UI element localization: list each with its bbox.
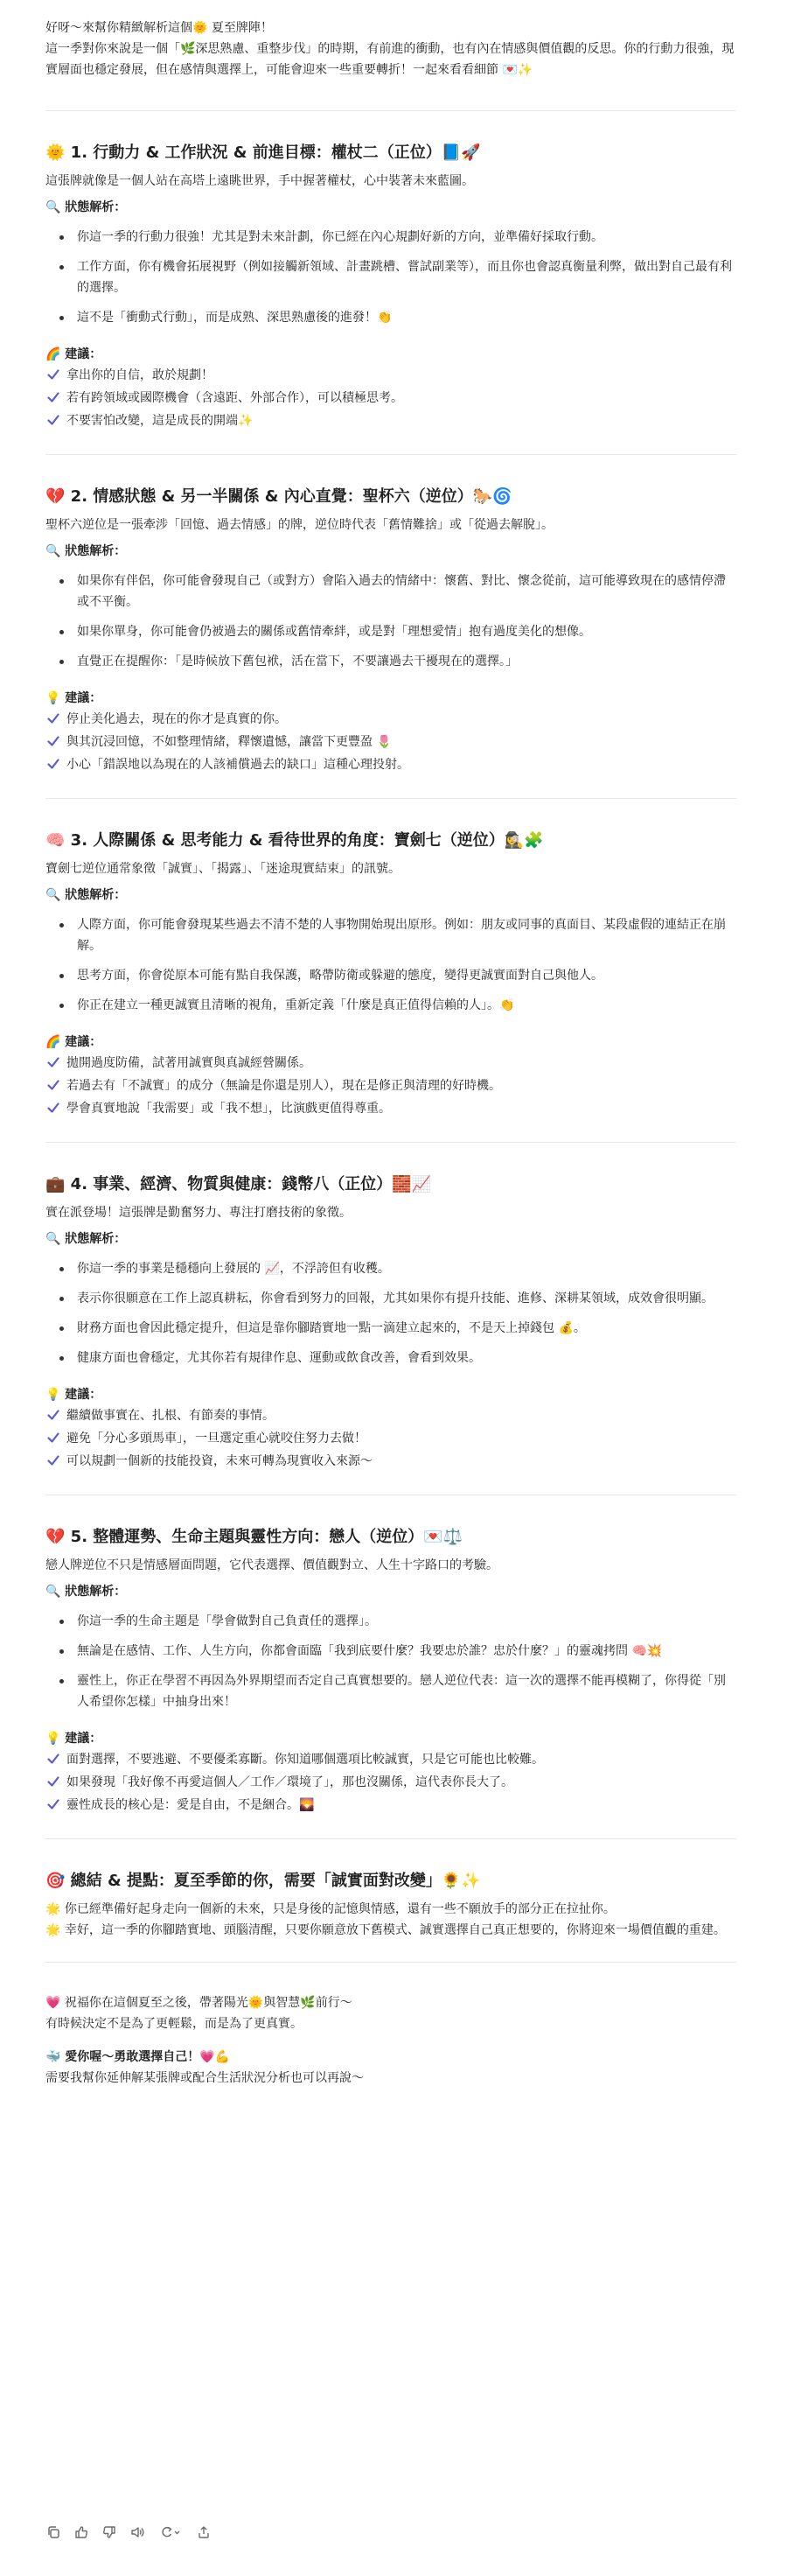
analysis-label: 🔍 狀態解析： — [45, 888, 127, 902]
advice-item: 可以規劃一個新的技能投資，未來可轉為現實收入來源～ — [45, 1451, 736, 1472]
section-lead: 實在派登場！這張牌是勤奮努力、專注打磨技術的象徵。 — [45, 1206, 352, 1220]
summary — [45, 1869, 736, 1941]
section-title: 🌞 1. 行動力 & 工作狀況 & 前進目標：權杖二（正位）📘🚀 — [45, 144, 481, 162]
advice-label: 💡 建議： — [45, 1388, 102, 1402]
advice-item: 靈性成長的核心是：愛是自由，不是綑合。🌄 — [45, 1795, 736, 1816]
analysis-list — [45, 914, 736, 1016]
assistant-message — [45, 18, 736, 2089]
section-2 — [45, 485, 736, 775]
list-item: 無論是在感情、工作、人生方向，你都會面臨「我到底要什麼？我要忠於誰？忠於什麼？」的靈魂拷問 🧠💥 — [77, 1641, 736, 1662]
message-actions — [45, 2522, 212, 2543]
list-item: 如果你單身，你可能會仍被過去的關係或舊情牽絆，或是對「理想愛情」抱有過度美化的想像。 — [77, 621, 736, 642]
intro-line-1: 好呀～來幫你精緻解析這個🌞 夏至牌陣！ — [45, 21, 273, 35]
section-title: 💔 2. 情感狀態 & 另一半關係 & 內心直覺：聖杯六（逆位）🐎🌀 — [45, 487, 512, 506]
list-item: 你這一季的生命主題是「學會做對自己負責任的選擇」。 — [77, 1611, 736, 1632]
section-title: 🧠 3. 人際關係 & 思考能力 & 看待世界的角度：寶劍七（逆位）🕵️‍♀️🧩 — [45, 831, 544, 850]
list-item: 你這一季的行動力很強！尤其是對未來計劃，你已經在內心規劃好新的方向，並準備好採取行動。 — [77, 227, 736, 248]
closing-line-3: 🐳 愛你喔～勇敢選擇自己！💗💪 — [45, 2050, 231, 2064]
advice-item: 面對選擇，不要逃避、不要優柔寡斷。你知道哪個選項比較誠實，只是它可能也比較難。 — [45, 1749, 736, 1770]
analysis-list — [45, 1258, 736, 1368]
advice-label: 💡 建議： — [45, 1732, 102, 1746]
closing — [45, 1992, 736, 2089]
list-item: 人際方面，你可能會發現某些過去不清不楚的人事物開始現出原形。例如：朋友或同事的真面目、某段虛假的連結正在崩解。 — [77, 914, 736, 956]
thumbs-up-icon[interactable] — [73, 2524, 89, 2540]
section-lead: 這張牌就像是一個人站在高塔上遠眺世界，手中握著權杖，心中裝著未來藍圖。 — [45, 174, 474, 188]
advice-item: 學會真實地說「我需要」或「我不想」，比演戲更值得尊重。 — [45, 1098, 736, 1119]
regenerate-icon[interactable] — [157, 2524, 184, 2540]
check-icon — [47, 712, 59, 724]
closing-line-4: 需要我幫你延伸解某張牌或配合生活狀況分析也可以再說～ — [45, 2071, 364, 2085]
section-lead: 聖杯六逆位是一張牽涉「回憶、過去情感」的牌，逆位時代表「舊情難捨」或「從過去解脫」。 — [45, 518, 554, 532]
section-lead: 寶劍七逆位通常象徵「誠實」、「揭露」、「迷途現實結束」的訊號。 — [45, 862, 401, 876]
summary-item: 🌟 幸好，這一季的你腳踏實地、頭腦清醒，只要你願意放下舊模式、誠實選擇自己真正想要的，你將迎來一場價值觀的重建。 — [45, 1923, 726, 1937]
check-icon — [47, 735, 59, 747]
check-icon — [47, 1454, 59, 1466]
analysis-list — [45, 227, 736, 328]
list-item: 你這一季的事業是穩穩向上發展的 📈，不浮誇但有收穫。 — [77, 1258, 736, 1279]
advice-list — [45, 1749, 736, 1816]
advice-list — [45, 1053, 736, 1119]
share-icon[interactable] — [196, 2524, 212, 2540]
advice-list — [45, 1405, 736, 1472]
advice-item: 拋開過度防備，試著用誠實與真誠經營關係。 — [45, 1053, 736, 1074]
advice-item: 小心「錯誤地以為現在的人該補償過去的缺口」這種心理投射。 — [45, 754, 736, 775]
analysis-label: 🔍 狀態解析： — [45, 1232, 127, 1246]
check-icon — [47, 758, 59, 770]
analysis-label: 🔍 狀態解析： — [45, 544, 127, 558]
section-5 — [45, 1525, 736, 1816]
advice-label: 🌈 建議： — [45, 1035, 102, 1049]
closing-line-2: 有時候決定不是為了更輕鬆，而是為了更真實。 — [45, 2017, 303, 2031]
list-item: 靈性上，你正在學習不再因為外界期望而否定自己真實想要的。戀人逆位代表：這一次的選擇不能再模糊了，你得從「別人希望你怎樣」中抽身出來！ — [77, 1670, 736, 1712]
check-icon — [47, 391, 59, 403]
speaker-icon[interactable] — [129, 2524, 145, 2540]
analysis-list — [45, 570, 736, 672]
check-icon — [47, 1432, 59, 1444]
advice-list — [45, 365, 736, 431]
advice-item: 停止美化過去，現在的你才是真實的你。 — [45, 709, 736, 730]
list-item: 表示你很願意在工作上認真耕耘，你會看到努力的回報，尤其如果你有提升技能、進修、深耕某領域，成效會很明顯。 — [77, 1288, 736, 1309]
section-4 — [45, 1172, 736, 1472]
advice-item: 不要害怕改變，這是成長的開端✨ — [45, 410, 736, 431]
check-icon — [47, 1056, 59, 1068]
analysis-list — [45, 1611, 736, 1712]
check-icon — [47, 1753, 59, 1765]
check-icon — [47, 1409, 59, 1421]
analysis-label: 🔍 狀態解析： — [45, 200, 127, 214]
closing-line-1: 💗 祝福你在這個夏至之後，帶著陽光🌞與智慧🌿前行～ — [45, 1996, 352, 2010]
list-item: 直覺正在提醒你：「是時候放下舊包袱，活在當下，不要讓過去干擾現在的選擇。」 — [77, 651, 736, 672]
summary-title: 🎯 總結 & 提點：夏至季節的你，需要「誠實面對改變」🌻✨ — [45, 1872, 481, 1890]
advice-item: 若有跨領域或國際機會（含遠距、外部合作），可以積極思考。 — [45, 388, 736, 409]
advice-item: 繼續做事實在、扎根、有節奏的事情。 — [45, 1405, 736, 1426]
summary-item: 🌟 你已經準備好起身走向一個新的未來，只是身後的記憶與情感，還有一些不願放手的部分正在拉扯你。 — [45, 1902, 616, 1916]
advice-item: 若過去有「不誠實」的成分（無論是你還是別人），現在是修正與清理的好時機。 — [45, 1075, 736, 1096]
section-title: 💔 5. 整體運勢、生命主題與靈性方向：戀人（逆位）💌⚖️ — [45, 1528, 463, 1546]
list-item: 健康方面也會穩定，尤其你若有規律作息、運動或飲食改善，會看到效果。 — [77, 1348, 736, 1368]
check-icon — [47, 1775, 59, 1788]
analysis-label: 🔍 狀態解析： — [45, 1585, 127, 1599]
list-item: 財務方面也會因此穩定提升，但這是靠你腳踏實地一點一滴建立起來的，不是天上掉錢包 💰。 — [77, 1318, 736, 1339]
intro-line-2: 這一季對你來說是一個「🌿深思熟慮、重整步伐」的時期，有前進的衝動，也有內在情感與價值觀的反思。你的行動力很強，現實層面也穩定發展，但在感情與選擇上，可能會迎來一些重要轉折！一起來看看細節 💌✨ — [45, 42, 735, 77]
check-icon — [47, 1798, 59, 1810]
check-icon — [47, 414, 59, 426]
check-icon — [47, 1102, 59, 1114]
list-item: 如果你有伴侶，你可能會發現自己（或對方）會陷入過去的情緒中：懷舊、對比、懷念從前，這可能導致現在的感情停滯或不平衡。 — [77, 570, 736, 612]
intro — [45, 18, 736, 80]
advice-item: 避免「分心多頭馬車」，一旦選定重心就咬住努力去做！ — [45, 1428, 736, 1449]
advice-item: 與其沉浸回憶，不如整理情緒，釋懷遺憾，讓當下更豐盈 🌷 — [45, 732, 736, 752]
list-item: 你正在建立一種更誠實且清晰的視角，重新定義「什麼是真正值得信賴的人」。👏 — [77, 995, 736, 1016]
advice-item: 拿出你的自信，敢於規劃！ — [45, 365, 736, 386]
copy-icon[interactable] — [45, 2524, 61, 2540]
list-item: 思考方面，你會從原本可能有點自我保護，略帶防衛或躲避的態度，變得更誠實面對自己與他人。 — [77, 965, 736, 986]
section-3 — [45, 829, 736, 1119]
check-icon — [47, 368, 59, 381]
check-icon — [47, 1079, 59, 1091]
section-title: 💼 4. 事業、經濟、物質與健康：錢幣八（正位）🧱📈 — [45, 1175, 432, 1194]
advice-label: 💡 建議： — [45, 691, 102, 705]
section-1 — [45, 141, 736, 431]
advice-item: 如果發現「我好像不再愛這個人／工作／環境了」，那也沒關係，這代表你長大了。 — [45, 1772, 736, 1793]
list-item: 工作方面，你有機會拓展視野（例如接觸新領域、計畫跳槽、嘗試副業等），而且你也會認真衡量利弊，做出對自己最有利的選擇。 — [77, 256, 736, 298]
section-lead: 戀人牌逆位不只是情感層面問題，它代表選擇、價值觀對立、人生十字路口的考驗。 — [45, 1558, 498, 1572]
advice-label: 🌈 建議： — [45, 347, 102, 361]
advice-list — [45, 709, 736, 775]
list-item: 這不是「衝動式行動」，而是成熟、深思熟慮後的進發！👏 — [77, 307, 736, 328]
thumbs-down-icon[interactable] — [101, 2524, 117, 2540]
